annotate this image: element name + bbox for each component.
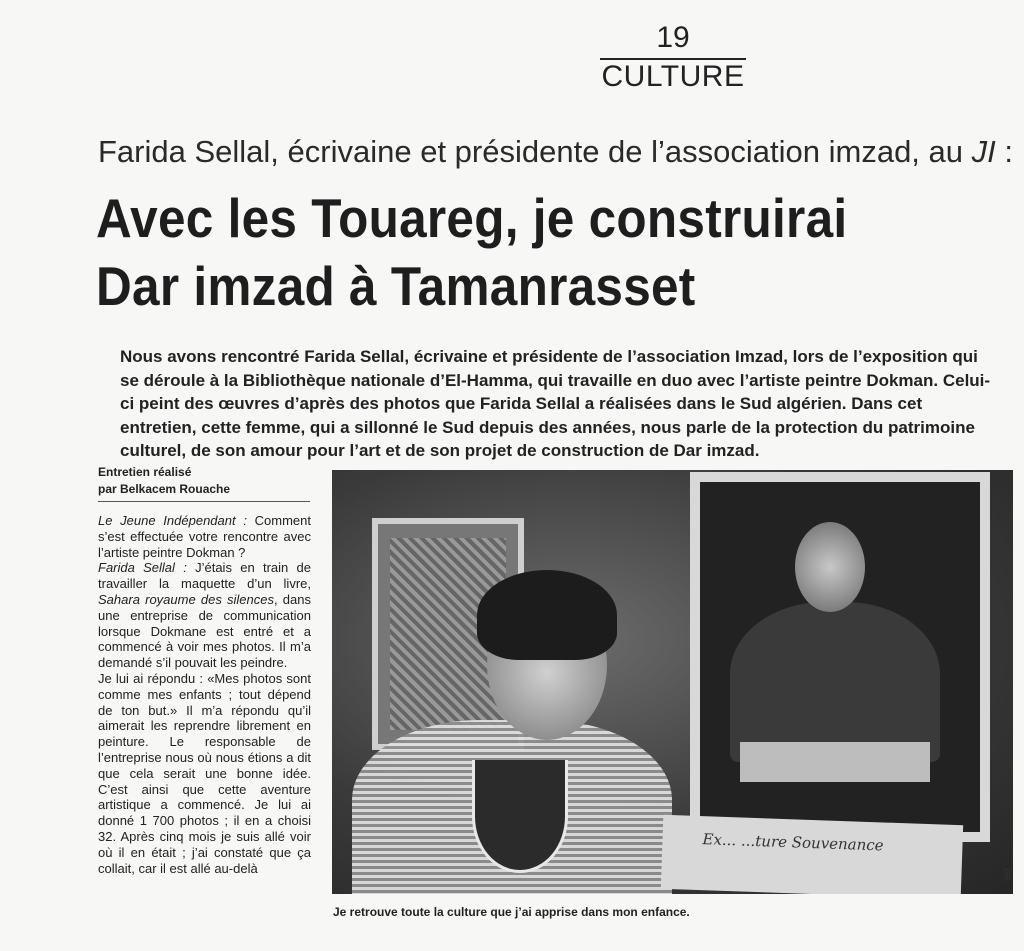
question-speaker: Le Jeune Indépendant : (98, 513, 247, 528)
kicker (98, 132, 1013, 172)
portrait-face (795, 522, 865, 612)
article-body (98, 513, 311, 876)
book-title: Sahara royaume des silences (98, 591, 274, 607)
question-paragraph (98, 513, 311, 560)
kicker-publication: JI (971, 134, 996, 169)
photo-credit: DR (1002, 868, 1012, 881)
portrait-cloth (740, 742, 930, 782)
answer-paragraph-2: Je lui ai répondu : «Mes photos sont comme mes enfants ; tout dépend de ton but.» Il m’a répondu qu’il aimerait les reprendre librement en peinture. Le responsable de l’entreprise nous où nous étions a dit que cela serait une bonne idée. C’est ainsi que cette aventure artistique a commencé. Je lui ai donné 1 700 photos ; il en a choisi 32. Après cinq mois je suis allé voir où il en était ; j’ai constaté que ça collait, car il est allé au-delà (98, 670, 311, 876)
lead-paragraph: Nous avons rencontré Farida Sellal, écrivaine et présidente de l’association Imzad, lors de l’exposition qui se déroule à la Bibliothèque nationale d’El-Hamma, qui travaille en duo avec l’artiste peintre Dokman. Celui-ci peint des œuvres d’après des photos que Farida Sellal a réalisées dans le Sud algérien. Dans cet entretien, cette femme, qui a sillonné le Sud depuis des années, nous parle de la protection du patrimoine culturel, de son amour pour l’art et de son projet de construction de Dar imzad. (120, 347, 991, 460)
subject-hair (477, 570, 617, 660)
headline (96, 184, 915, 320)
answer-text: J’étais en train de travailler la maquette d’un livre, (98, 560, 311, 592)
answer-speaker: Farida Sellal : (98, 560, 187, 576)
byline-author: par Belkacem Rouache (98, 482, 231, 496)
byline-rule (98, 501, 310, 502)
answer-paragraph (98, 560, 311, 671)
article-photo (332, 470, 1013, 894)
byline-line-1: Entretien réalisé (98, 465, 192, 479)
question-text: Comment s’est effectuée votre rencontre avec l’artiste peintre Dokman ? (98, 513, 311, 560)
exhibition-plaque: Ex... ...ture Souvenance (661, 815, 963, 894)
photo-caption: Je retrouve toute la culture que j’ai apprise dans mon enfance. (333, 905, 690, 919)
headline-line-2: Dar imzad à Tamanrasset (96, 255, 696, 317)
page-number: 19 (656, 21, 690, 54)
kicker-colon: : (995, 134, 1013, 169)
portrait-robe (730, 602, 940, 762)
kicker-text: Farida Sellal, écrivaine et présidente de l’association imzad, au (98, 134, 972, 169)
framed-portrait-painting (690, 472, 990, 842)
answer-text-continued: , dans une entreprise de communication lorsque Dokmane est entré et a commencé à voir mes photos. Il m’a demandé s’il pouvait les peindre. (98, 591, 311, 671)
section-rubric: CULTURE (601, 60, 745, 93)
byline (98, 464, 308, 498)
headline-line-1: Avec les Touareg, je construirai (96, 187, 848, 249)
subject-necklace (472, 760, 568, 873)
